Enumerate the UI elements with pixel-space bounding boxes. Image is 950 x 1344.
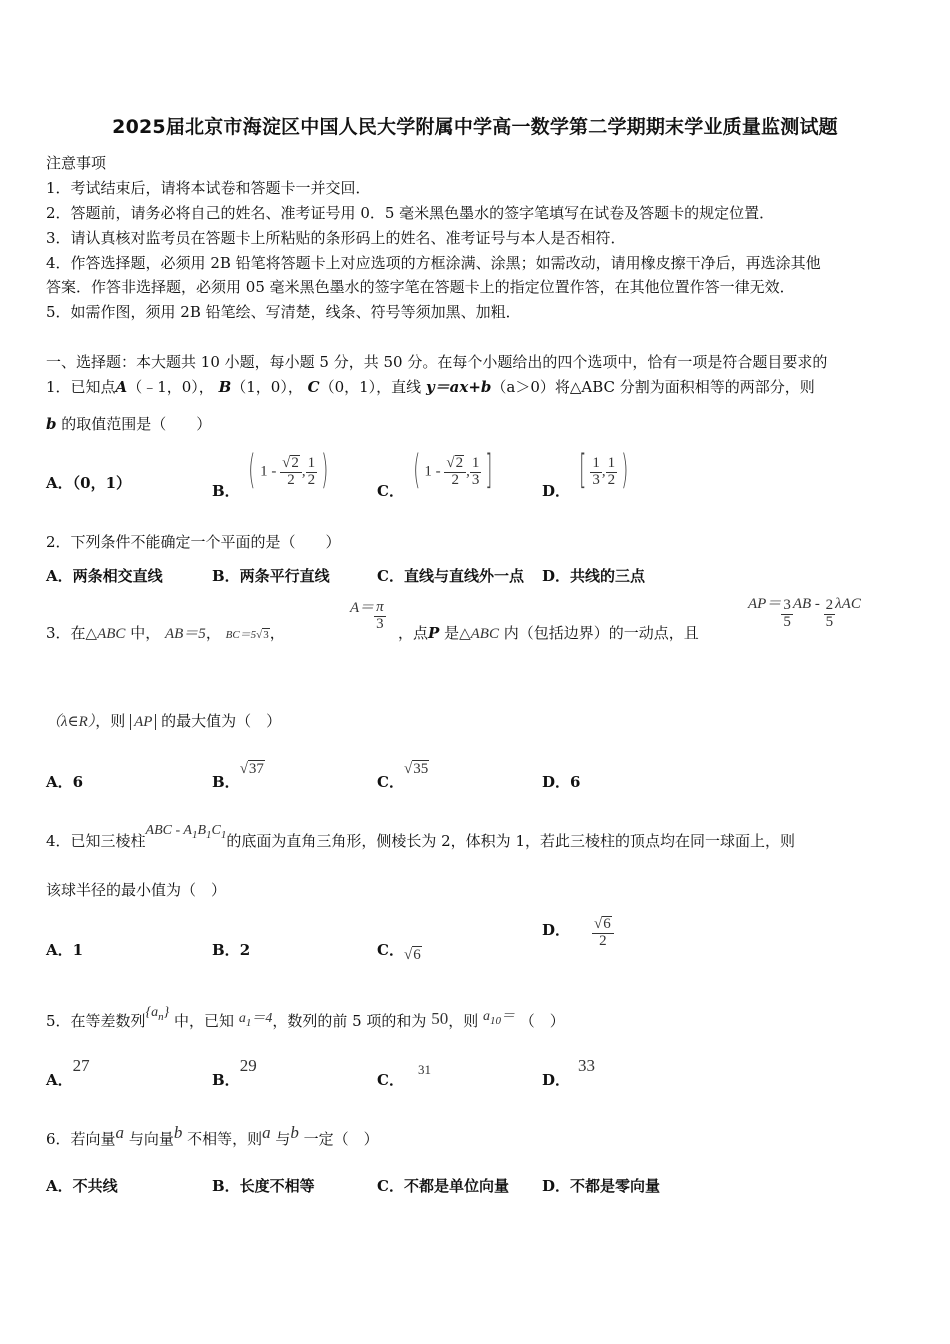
- question-3-stem-line2: （λ∈R），则 AP 的最大值为（ ）: [46, 712, 282, 730]
- notice-item-5: 答案．作答非选择题，必须用 05 毫米黑色墨水的签字笔在答题卡上的指定位置作答，在其他位置作答一律无效．: [46, 278, 795, 296]
- question-1-stem-line2: b 的取值范围是（ ）: [46, 415, 212, 433]
- notice-item-4: 4．作答选择题，必须用 2B 铅笔将答题卡上对应选项的方框涂满、涂黑；如需改动，请用橡皮擦干净后，再选涂其他: [46, 254, 821, 272]
- q3-option-c[interactable]: C．√35: [377, 761, 429, 791]
- question-1-stem: 1．已知点A（﹣1，0）， B（1，0）， C（0，1），直线 y＝ax+b（a＞0）将△ABC 分割为面积相等的两部分，则: [46, 378, 815, 396]
- question-5-stem: 5．在等差数列$\{a_n\}$ 中，已知 $a_1=4$，数列的前 5 项的和为 50，则 $a_{10}=$ （ ）: [46, 1005, 565, 1030]
- q5-option-a[interactable]: A．27: [46, 1056, 90, 1089]
- q3-angle-a: A＝ $\frac{\pi}{3}$: [350, 599, 384, 632]
- q5-option-d[interactable]: D．33: [542, 1056, 596, 1089]
- q1-option-b[interactable]: B． ( 1 - $\frac{√2}{2}$ , $\frac{1}{2}$ ): [212, 447, 329, 500]
- q2-option-d[interactable]: D．共线的三点: [542, 567, 646, 585]
- q3-option-d[interactable]: D．6: [542, 773, 581, 791]
- q2-option-a[interactable]: A．两条相交直线: [46, 567, 163, 585]
- q4-option-b[interactable]: B．2: [212, 941, 251, 959]
- q3-vector-equation: AP＝ $\frac{3}{5}$ AB - $\frac{2}{5}$ λAC: [748, 596, 861, 630]
- q2-option-c[interactable]: C．直线与直线外一点: [377, 567, 524, 585]
- q6-option-c[interactable]: C．不都是单位向量: [377, 1177, 509, 1195]
- page-title: 2025届北京市海淀区中国人民大学附属中学高一数学第二学期期末学业质量监测试题: [112, 116, 838, 138]
- question-2-stem: 2．下列条件不能确定一个平面的是（ ）: [46, 533, 341, 551]
- question-4-stem: 4．已知三棱柱ABC - $A_1B_1C_1$的底面为直角三角形，侧棱长为 2，体积为 1，若此三棱柱的顶点均在同一球面上，则: [46, 823, 795, 850]
- notice-item-2: 2．答题前，请务必将自己的姓名、准考证号用 0．5 毫米黑色墨水的签字笔填写在试卷及答题卡的规定位置．: [46, 204, 775, 222]
- q6-option-d[interactable]: D．不都是零向量: [542, 1177, 661, 1195]
- q3-option-b[interactable]: B．√37: [212, 761, 264, 791]
- notice-item-1: 1．考试结束后，请将本试卷和答题卡一并交回．: [46, 179, 371, 197]
- notice-item-6: 5．如需作图，须用 2B 铅笔绘、写清楚，线条、符号等须加黑、加粗．: [46, 303, 521, 321]
- q1-option-a[interactable]: A．（0，1）: [46, 474, 132, 492]
- q5-option-b[interactable]: B．29: [212, 1056, 257, 1089]
- q1-option-c[interactable]: C． ( 1 - $\frac{√2}{2}$ , $\frac{1}{3}$ ]: [377, 447, 493, 500]
- notice-item-3: 3．请认真核对监考员在答题卡上所粘贴的条形码上的姓名、准考证号与本人是否相符．: [46, 229, 626, 247]
- q6-option-a[interactable]: A．不共线: [46, 1177, 118, 1195]
- q3-option-a[interactable]: A．6: [46, 773, 84, 791]
- q5-option-c[interactable]: C．31: [377, 1062, 431, 1089]
- section-heading: 一、选择题：本大题共 10 小题，每小题 5 分，共 50 分。在每个小题给出的四个选项中，恰有一项是符合题目要求的: [46, 353, 828, 371]
- notice-heading: 注意事项: [46, 154, 107, 172]
- q4-option-a[interactable]: A．1: [46, 941, 84, 959]
- q4-option-d[interactable]: D． $\frac{√6}{2}$: [542, 916, 614, 950]
- q3-stem-part2: ，点P 是△ABC 内（包括边界）的一动点，且: [398, 624, 699, 642]
- question-4-stem-line2: 该球半径的最小值为（ ）: [46, 881, 227, 899]
- q1-option-d[interactable]: D． [ $\frac{1}{3}$ , $\frac{1}{2}$ ): [542, 447, 629, 500]
- question-6-stem: 6．若向量a 与向量b 不相等，则a 与b 一定（ ）: [46, 1123, 379, 1148]
- q2-option-b[interactable]: B．两条平行直线: [212, 567, 330, 585]
- q4-option-c[interactable]: C．√6: [377, 941, 421, 963]
- question-3-stem: 3．在△ABC 中， AB＝5， BC＝5√3，: [46, 624, 285, 642]
- q6-option-b[interactable]: B．长度不相等: [212, 1177, 315, 1195]
